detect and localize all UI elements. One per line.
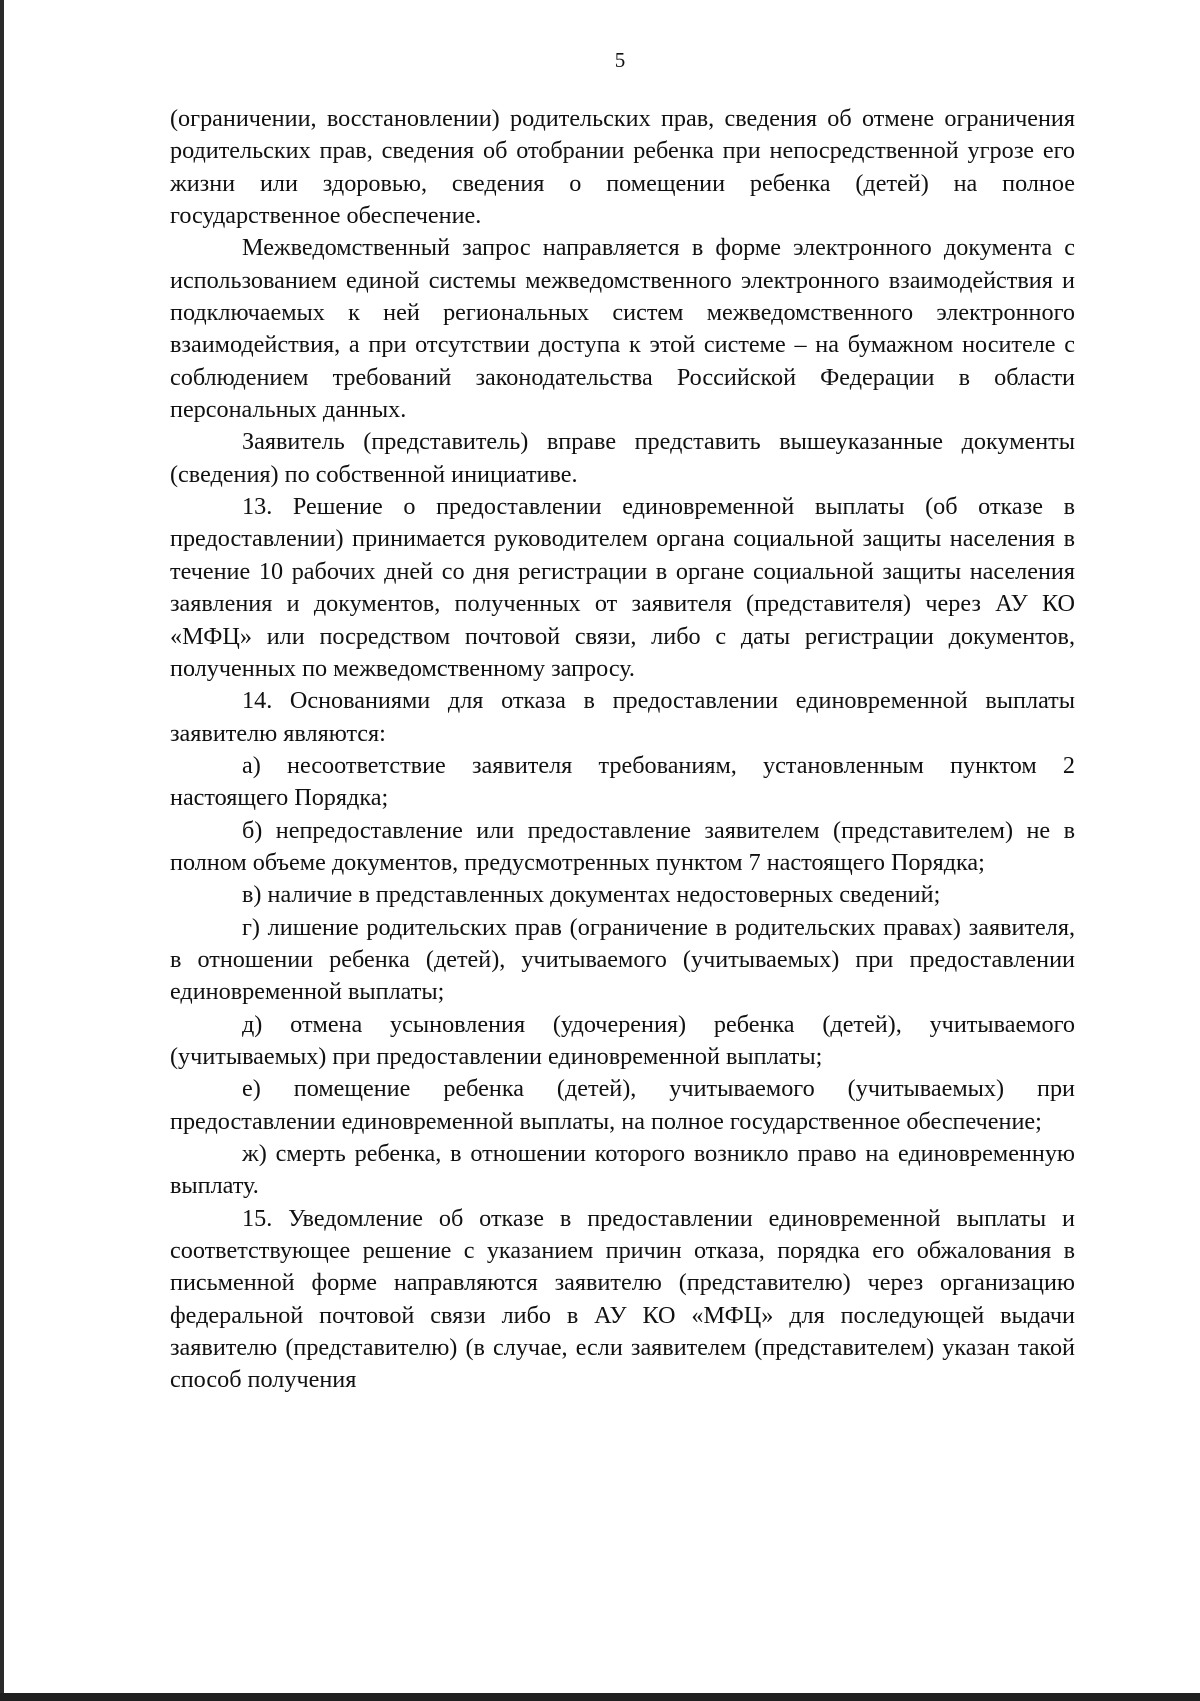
list-item-14b: б) непредоставление или предоставление заявителем (представителем) не в полном объеме документов, предусмотренных пунктом 7 настоящего Порядка; bbox=[170, 816, 1075, 876]
list-item-14e: е) помещение ребенка (детей), учитываемого (учитываемых) при предоставлении единовременной выплаты, на полное государственное обеспечение; bbox=[170, 1075, 1075, 1135]
paragraph-interagency-request: Межведомственный запрос направляется в форме электронного документа с использованием единой системы межведомственного электронного взаимодействия и подключаемых к ней региональных систем межведомственного электронного взаимодействия, а при отсутствии доступа к этой системе – на бумажном носителе с соблюдением требований законодательства Российской Федерации в области персональных данных. bbox=[170, 234, 1075, 424]
list-item-14zh: ж) смерть ребенка, в отношении которого возникло право на единовременную выплату. bbox=[170, 1140, 1075, 1200]
scan-edge-left bbox=[0, 0, 4, 1701]
paragraph-clause-13: 13. Решение о предоставлении единовременной выплаты (об отказе в предоставлении) принимается руководителем органа социальной защиты населения в течение 10 рабочих дней со дня регистрации в органе социальной защиты населения заявления и документов, полученных от заявителя (представителя) через АУ КО «МФЦ» или посредством почтовой связи, либо с даты регистрации документов, полученных по межведомственному запросу. bbox=[170, 493, 1075, 682]
paragraph-clause-15: 15. Уведомление об отказе в предоставлении единовременной выплаты и соответствующее решение с указанием причин отказа, порядка его обжалования в письменной форме направляются заявителю (представителю) через организацию федеральной почтовой связи либо в АУ КО «МФЦ» для последующей выдачи заявителю (представителю) (в случае, если заявителем (представителем) указан такой способ получения bbox=[170, 1204, 1075, 1394]
paragraph-applicant-right: Заявитель (представитель) вправе представить вышеуказанные документы (сведения) по собственной инициативе. bbox=[170, 428, 1075, 488]
paragraph-clause-14: 14. Основаниями для отказа в предоставлении единовременной выплаты заявителю являются: bbox=[170, 687, 1075, 747]
scan-edge-bottom bbox=[0, 1693, 1200, 1701]
paragraph-continuation: (ограничении, восстановлении) родительских прав, сведения об отмене ограничения родительских прав, сведения об отобрании ребенка при непосредственной угрозе его жизни или здоровью, сведения о помещении ребенка (детей) на полное государственное обеспечение. bbox=[170, 105, 1075, 230]
list-item-14d: д) отмена усыновления (удочерения) ребенка (детей), учитываемого (учитываемых) при предоставлении единовременной выплаты; bbox=[170, 1010, 1075, 1070]
list-item-14a: а) несоответствие заявителя требованиям, установленным пунктом 2 настоящего Порядка; bbox=[170, 751, 1075, 812]
page-number: 5 bbox=[614, 48, 626, 72]
list-item-14v: в) наличие в представленных документах недостоверных сведений; bbox=[242, 881, 941, 909]
list-item-14g: г) лишение родительских прав (ограничение в родительских правах) заявителя, в отношении ребенка (детей), учитываемого (учитываемых) при предоставлении единовременной выплаты; bbox=[170, 913, 1075, 1006]
document-body bbox=[170, 103, 1075, 1397]
